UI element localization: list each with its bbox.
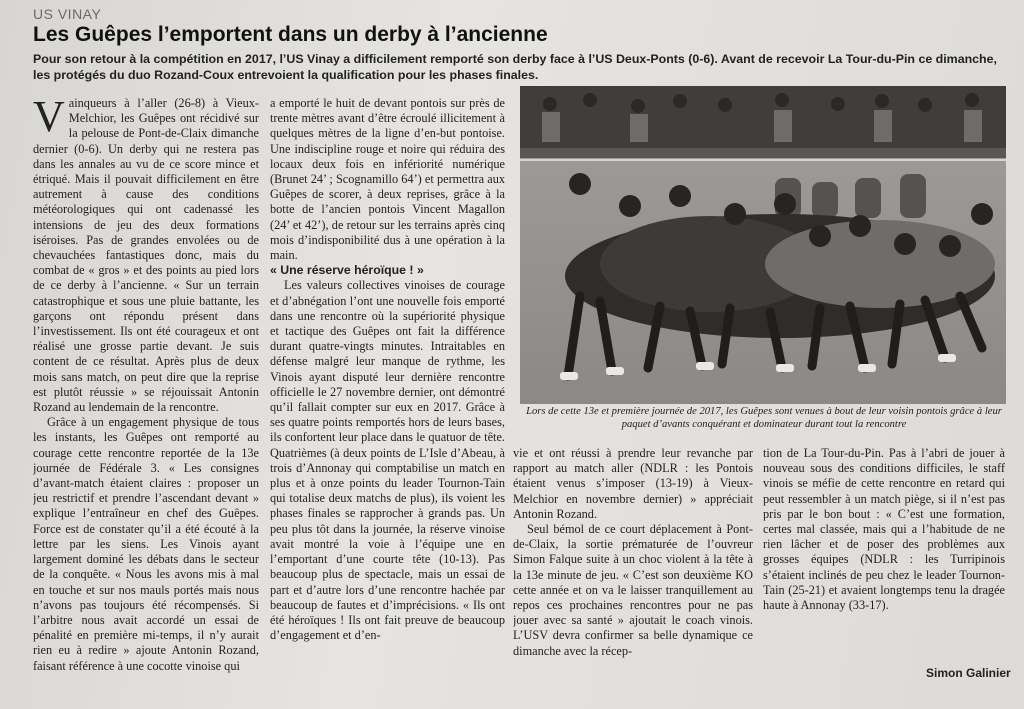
column-4 (763, 446, 1005, 636)
rugby-scrum-photo-drawing (520, 86, 1006, 404)
paragraph: a emporté le huit de devant pontois sur près de trente mètres avant d’être écroulé illicitement à quelques mètres de la ligne d’en-but pontoise. Une indiscipline rouge et noire qui réduira des locaux deux fois en infériorité numérique (Brunet 24’ ; Scognamillo 64’) et permettra aux Guêpes de scorer, à deux reprises, grâce à la botte de l’ancien pontois Vincent Magallon (24’ et 42’), de retour sur les terrains après cinq mois d’indisponibilité dus à une opération à la main. (270, 96, 505, 263)
drop-cap: V (33, 96, 65, 141)
photo-caption: Lors de cette 13e et première journée de 2017, les Guêpes sont venues à bout de leur voisin pontois grâce à leur paquet d’avants conquérant et dominateur durant tout la rencontre (526, 406, 1002, 430)
column-2 (270, 96, 505, 694)
author-signature: Simon Galinier (926, 666, 1011, 680)
subheading: « Une réserve héroïque ! » (270, 263, 424, 278)
rugby-match-photo (520, 86, 1006, 404)
paragraph: Les valeurs collectives vinoises de courage et d’abnégation l’ont une nouvelle fois emporté dans une rencontre où la supériorité physique et tactique des Guêpes ont fait la différence durant quatre-vingts minutes. Intraitables en défense malgré leur manque de rythme, les Vinois ayant disputé leur dernière rencontre officielle le 27 novembre dernier, ont démontré qu’il fallait compter sur eux en 2017. Grâce à ses quatre points remportés hors de leurs bases, ils confortent leur place dans le quatuor de tête. Quatrièmes (à deux points de L’Isle d’Abeau, à trois d’Annonay qui comptabilise un match en plus et à onze points du leader Tournon-Tain qui totalise deux matchs de plus), ils voient les phases finales se rapprocher à grands pas. Un peu plus tôt dans la journée, la réserve vinoise avait montré la voie à l’équipe une en l’emportant d’une courte tête (10-13). Pas beaucoup plus de spectacle, mais un essai de part et d’autre lors d’une rencontre hachée par beaucoup de fautes et d’imprécisions. « Ils ont été héroïques ! Ils ont fait preuve de beaucoup d’engagement et d’en- (270, 278, 505, 643)
paragraph-text: ainqueurs à l’aller (26-8) à Vieux-Melchior, les Guêpes ont récidivé sur la pelouse de Pont-de-Claix dimanche dernier (0-6). Un derby qui ne restera pas dans les annales au vu de ce score mince et étriqué. Mais il pouvait difficilement en être autrement à cause des conditions météorologiques qui ont cadenassé les intensions de jeu des deux formations iséroises. Pas de grandes envolées ou de chevauchées fantastiques donc, mais du combat de « gros » et des points au pied lors de ce derby à l’ancienne. « Sur un terrain catastrophique et sous une pluie battante, les garçons ont répondu présent dans l’investissement. Ils ont été courageux et ont réalisé une grosse partie devant. Je suis content de ce résultat. Après plus de deux mois sans match, on peut dire que la reprise est plutôt réussie » se réjouissait Antonin Rozand au lendemain de la rencontre. (33, 96, 259, 415)
headline: Les Guêpes l’emportent dans un derby à l’ancienne (33, 23, 548, 46)
paragraph (33, 96, 259, 415)
paragraph: vie et ont réussi à prendre leur revanche par rapport au match aller (NDLR : les Pontois étaient venus s’imposer (13-19) à Vieux-Melchior en novembre dernier) » appréciait Antonin Rozand. (513, 446, 753, 521)
column-1 (33, 96, 259, 694)
lead-paragraph: Pour son retour à la compétition en 2017, l’US Vinay a difficilement remporté son derby face à l’US Deux-Ponts (0-6). Avant de recevoir La Tour-du-Pin ce dimanche, les protégés du duo Rozand-Coux entrevoient la qualification pour les phases finales. (33, 52, 997, 82)
paragraph: Grâce à un engagement physique de tous les instants, les Guêpes ont remporté au courage cette rencontre reportée de la 13e journée de Fédérale 3. « Les consignes d’avant-match étaient claires : proposer un jeu restrictif et prendre l’ascendant devant » explique l’entraîneur en chef des Guêpes. Force est de constater qu’il a été écouté à la lettre par les siens. Les Vinois ayant largement dominé les débats dans le secteur de la conquête. « Nous les avons mis à mal en touche et sur nos mauls portés mais nous n’avons pas toujours été récompensés. Si l’arbitre nous avait accordé un essai de pénalité en première mi-temps, il n’y aurait rien eu à redire » ajoute Antonin Rozand, faisant référence à une cocotte vinoise qui (33, 415, 259, 673)
paragraph: tion de La Tour-du-Pin. Pas à l’abri de jouer à nouveau sous des conditions difficiles, le staff vinois se méfie de cette rencontre en retard qui peut ressembler à un match piège, si il n’est pas pris par le bon bout : « C’est une formation, certes mal classée, mais qui a l’habitude de ne rien lâcher et de poser des problèmes aux grosses équipes (NDLR : les Turripinois s’étaient inclinés de peu chez le leader Tournon-Tain (25-21) et avaient longtemps tenu la dragée haute à Annonay (33-17). (763, 446, 1005, 613)
section-label: US VINAY (33, 6, 102, 22)
column-3 (513, 446, 753, 694)
paragraph: Seul bémol de ce court déplacement à Pont-de-Claix, la sortie prématurée de l’ouvreur Simon Falque suite à un choc violent à la tête à la 13e minute de jeu. « C’est son deuxième KO cette année et on va le laisser tranquillement au repos ces prochaines rencontres pour ne pas jouer avec sa santé » ajoutait le coach vinois. L’USV devra confirmer sa belle dynamique ce dimanche avec la récep- (513, 522, 753, 658)
